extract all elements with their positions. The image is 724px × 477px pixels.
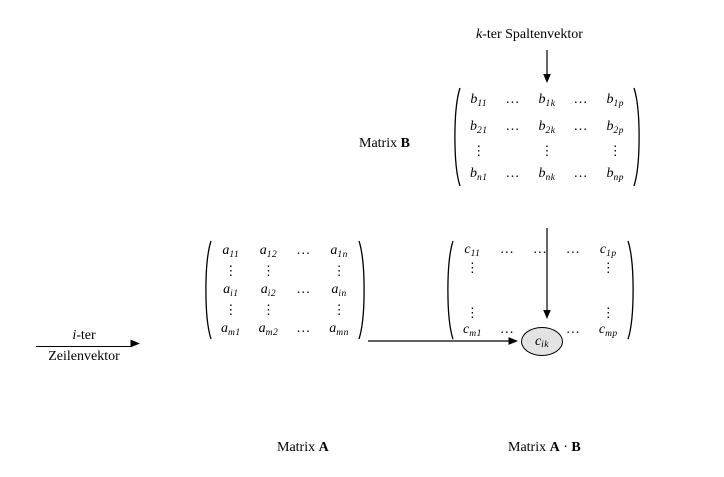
matrix-b-cell-dots: … [505, 118, 521, 134]
matrix-a-cell-empty [287, 262, 320, 279]
matrix-b-cell-empty [564, 140, 597, 160]
matrix-product-cell-empty [557, 275, 590, 305]
matrix-product-cell-dots: … [499, 322, 515, 338]
matrix-product-cell-vdots: ⋮ [465, 305, 479, 321]
matrix-product-caption-dot: · [563, 440, 568, 455]
matrix-product-cell: $c_{11}$ [464, 242, 481, 259]
matrix-product [443, 240, 638, 340]
matrix-a-row [212, 262, 358, 279]
matrix-product-cell-dots: … [565, 242, 581, 257]
matrix-a [201, 240, 369, 340]
matrix-b-side-label-prefix: Matrix [359, 136, 398, 151]
matrix-a-caption-name: A [318, 440, 329, 455]
matrix-product-caption-prefix: Matrix [508, 440, 547, 455]
row-vector-annotation [36, 327, 132, 365]
matrix-product-cell-vdots: ⋮ [465, 260, 479, 276]
matrix-b-cell: $b_{11}$ [470, 92, 488, 110]
matrix-product-caption [508, 440, 581, 456]
matrix-b-cell: $b_{nk}$ [538, 165, 556, 183]
matrix-a-cell: $a_{mn}$ [329, 320, 349, 338]
matrix-product-row [454, 260, 627, 275]
matrix-b-cell-vdots: ⋮ [608, 142, 622, 158]
matrix-a-cell-vdots: ⋮ [224, 301, 238, 317]
highlighted-element-subscript: ik [541, 339, 550, 350]
matrix-product-cell-empty [590, 275, 627, 305]
matrix-b-cell-dots: … [573, 118, 589, 134]
matrix-b-row [461, 160, 633, 187]
highlighted-element-symbol: c [534, 333, 542, 349]
matrix-a-cell: $a_{in}$ [331, 281, 347, 299]
matrix-a-cell-dots: … [296, 243, 312, 259]
matrix-product-cell-empty [524, 305, 557, 320]
matrix-product-cell-empty [557, 305, 590, 320]
row-to-product-arrow [368, 334, 520, 348]
matrix-a-left-paren [201, 240, 212, 340]
matrix-a-cell-vdots: ⋮ [261, 263, 275, 279]
matrix-a-right-paren [358, 240, 369, 340]
matrix-a-cell-dots: … [296, 320, 312, 336]
matrix-b-cell-dots: … [573, 165, 589, 181]
matrix-b-cell: $b_{1k}$ [538, 92, 556, 110]
matrix-product-row [454, 275, 627, 305]
matrix-product-caption-name-a: A [549, 440, 560, 455]
matrix-product-right-paren [627, 240, 638, 340]
matrix-a-cell-vdots: ⋮ [332, 301, 346, 317]
matrix-product-cell-vdots: ⋮ [601, 305, 615, 321]
matrix-a-cell: $a_{12}$ [259, 243, 278, 261]
matrix-a-cell-vdots: ⋮ [261, 301, 275, 317]
matrix-a-row [212, 301, 358, 318]
matrix-b [450, 87, 644, 187]
row-vector-annotation-rule [36, 346, 132, 347]
matrix-b-side-label [359, 136, 410, 152]
matrix-b-cell-dots: … [505, 165, 521, 181]
matrix-b-table [461, 87, 633, 187]
matrix-product-cell-vdots: ⋮ [601, 260, 615, 276]
matrix-product-cell-highlight-slot [524, 275, 557, 305]
matrix-product-table [454, 240, 627, 340]
matrix-a-table [212, 240, 358, 340]
column-vector-annotation-rest: -ter Spaltenvektor [482, 27, 583, 42]
matrix-product-cell-empty [491, 275, 524, 305]
row-vector-annotation-line1: i-ter [72, 328, 96, 343]
matrix-b-cell-vdots: ⋮ [540, 142, 554, 158]
matrix-product-caption-name-b: B [571, 440, 581, 455]
matrix-b-cell: $b_{n1}$ [470, 165, 488, 183]
matrix-b-right-paren [633, 87, 644, 187]
matrix-product-left-paren [443, 240, 454, 340]
matrix-product-cell-empty [491, 260, 524, 275]
matrix-product-cell-empty [524, 260, 557, 275]
matrix-a-cell: $a_{1n}$ [330, 243, 348, 261]
matrix-b-left-paren [450, 87, 461, 187]
matrix-a-cell-vdots: ⋮ [224, 263, 238, 279]
matrix-product-cell: $c_{mp}$ [598, 322, 618, 340]
matrix-product-cell-empty [454, 275, 491, 305]
matrix-a-cell-empty [287, 301, 320, 318]
matrix-a-cell: $a_{m1}$ [221, 320, 241, 338]
matrix-a-cell-dots: … [296, 281, 312, 297]
matrix-a-row [212, 279, 358, 301]
matrix-b-cell: $b_{21}$ [470, 118, 488, 136]
matrix-b-cell-dots: … [573, 92, 589, 108]
matrix-product-cell: $c_{m1}$ [463, 322, 482, 340]
matrix-b-cell-dots: … [505, 92, 521, 108]
matrix-product-row [454, 305, 627, 320]
matrix-b-cell: $b_{1p}$ [606, 92, 624, 110]
matrix-a-caption [277, 440, 329, 456]
matrix-a-cell: $a_{m2}$ [258, 320, 279, 338]
matrix-b-cell: $b_{np}$ [606, 165, 624, 183]
matrix-a-cell: $a_{11}$ [222, 243, 240, 261]
matrix-a-row [212, 318, 358, 340]
column-vector-arrow [539, 50, 555, 84]
matrix-b-cell-empty [497, 140, 530, 160]
matrix-a-caption-prefix: Matrix [277, 440, 316, 455]
matrix-b-cell: $b_{2p}$ [606, 118, 624, 136]
matrix-product-cell-empty [557, 260, 590, 275]
matrix-b-row [461, 87, 633, 114]
column-vector-annotation [476, 27, 583, 43]
highlighted-element-c-ik [521, 327, 563, 356]
row-vector-arrowhead [128, 338, 142, 352]
matrix-product-cell-dots: … [532, 242, 548, 257]
matrix-a-cell: $a_{i2}$ [260, 281, 277, 299]
matrix-a-cell-vdots: ⋮ [332, 263, 346, 279]
matrix-b-row [461, 114, 633, 141]
matrix-product-cell: $c_{1p}$ [599, 242, 617, 259]
matrix-b-row [461, 140, 633, 160]
column-vector-annotation-k: k [476, 27, 483, 42]
row-vector-annotation-line2: Zeilenvektor [48, 348, 120, 364]
matrix-a-row [212, 240, 358, 262]
matrix-product-cell-dots: … [565, 322, 581, 338]
matrix-product-row [454, 240, 627, 260]
matrix-a-cell: $a_{i1}$ [223, 281, 239, 299]
matrix-product-cell-dots: … [499, 242, 515, 257]
matrix-b-side-label-name: B [400, 136, 410, 151]
matrix-product-cell-empty [491, 305, 524, 320]
matrix-b-cell: $b_{2k}$ [538, 118, 556, 136]
matrix-b-cell-vdots: ⋮ [472, 142, 486, 158]
